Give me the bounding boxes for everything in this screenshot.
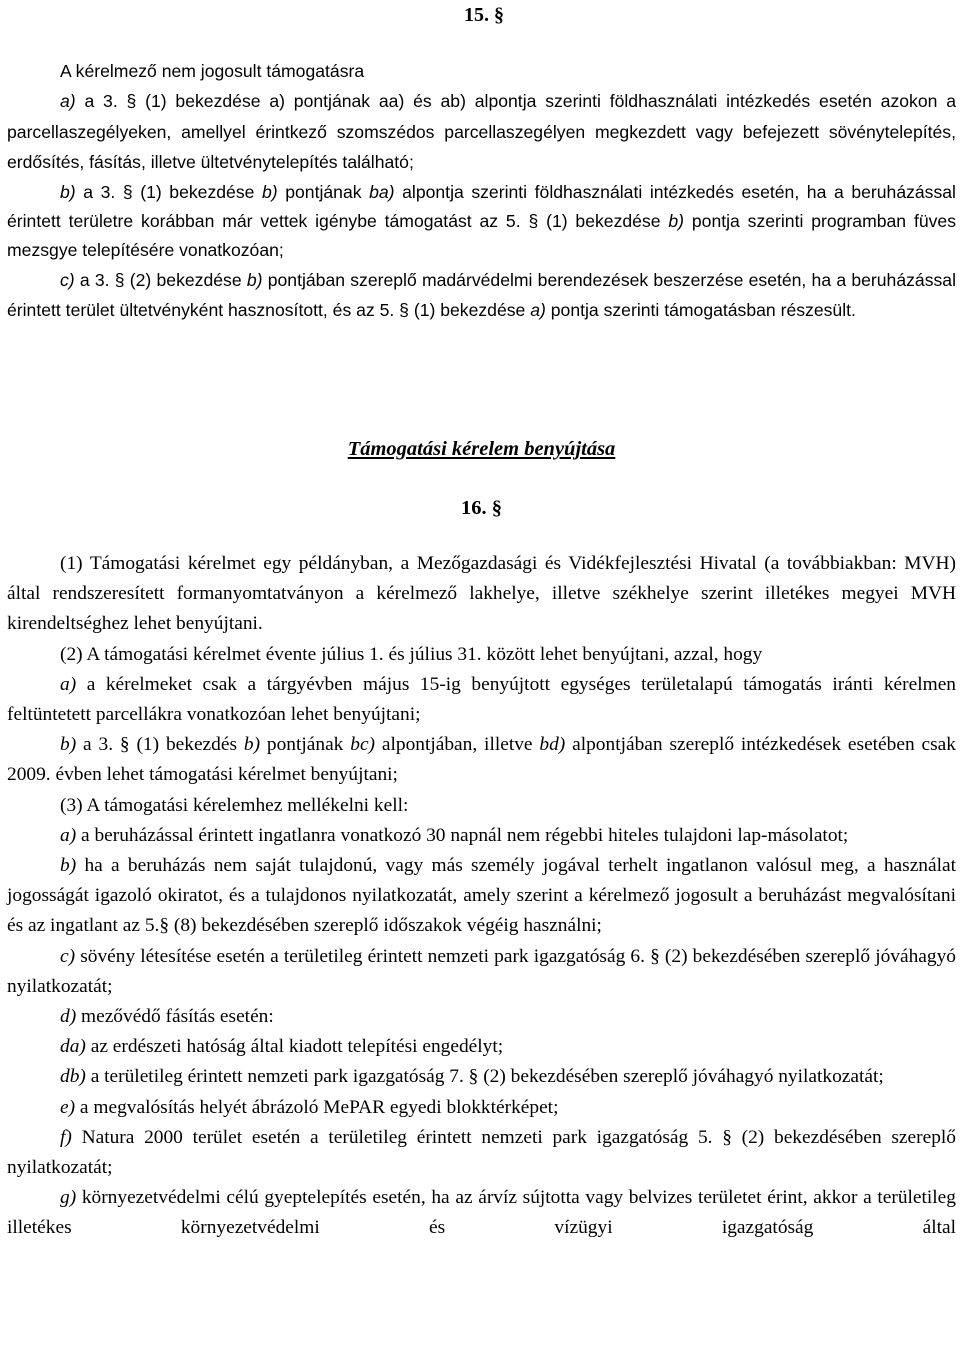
- section-16-body: [7, 549, 956, 1244]
- section-15-body: [7, 56, 956, 325]
- section-16-paragraph-3-b: b) ha a beruházás nem saját tulajdonú, vagy más személy jogával terhelt ingatlanon valósul meg, a használat jogosságát igazoló okiratot, és a tulajdonos nyilatkozatát, amely szerint a kérelmező jogosult a beruházást megvalósítani és az ingatlant az 5.§ (8) bekezdésében szereplő időszakok végéig használni;: [7, 855, 956, 937]
- section-16-paragraph-1: (1) Támogatási kérelmet egy példányban, a Mezőgazdasági és Vidékfejlesztési Hivatal (a továbbiakban: MVH) által rendszeresített formanyomtatványon a kérelmező lakhelye, illetve székhelye szerint illetékes megyei MVH kirendeltséghez lehet benyújtani.: [7, 553, 956, 635]
- section-16-paragraph-3-g: g) környezetvédelmi célú gyeptelepítés esetén, ha az árvíz sújtotta vagy belvizes területet érint, akkor a területileg illetékes környezetvédelmi és vízügyi igazgatóság által: [7, 1187, 956, 1239]
- section-15-point-b: b) a 3. § (1) bekezdése b) pontjának ba) alpontja szerinti földhasználati intézkedés esetén, ha a beruházással érintett területre korábban már vettek igénybe támogatást az 5. § (1) bekezdése b) pontja szerinti programban füves mezsgye telepítésére vonatkozóan;: [7, 181, 956, 260]
- section-16-paragraph-3: (3) A támogatási kérelemhez mellékelni kell:: [60, 794, 409, 816]
- section-16-paragraph-2-a: a) a kérelmeket csak a tárgyévben május 15-ig benyújtott egységes területalapú támogatás iránti kérelmen feltüntetett parcellákra vonatkozóan lehet benyújtani;: [7, 673, 956, 726]
- section-16-paragraph-3-a: a) a beruházással érintett ingatlanra vonatkozó 30 napnál nem régebbi hiteles tulajdoni lap-másolatot;: [60, 824, 849, 846]
- section-16-paragraph-3-d: d) mezővédő fásítás esetén:: [60, 1006, 274, 1028]
- section-15-point-c: c) a 3. § (2) bekezdése b) pontjában szereplő madárvédelmi berendezések beszerzése esetén, ha a beruházással érintett terület ültetvényként hasznosított, és az 5. § (1) bekezdése a) pontja szerinti támogatásban részesült.: [7, 269, 956, 320]
- section-16-paragraph-2: (2) A támogatási kérelmet évente július 1. és július 31. között lehet benyújtani, azzal, hogy: [60, 643, 763, 665]
- section-title: Támogatási kérelem benyújtása: [347, 438, 616, 460]
- section-16-paragraph-3-db: db) a területileg érintett nemzeti park igazgatóság 7. § (2) bekezdésében szereplő jóváhagyó nyilatkozatát;: [60, 1066, 884, 1088]
- section-16-paragraph-3-da: da) az erdészeti hatóság által kiadott telepítési engedélyt;: [60, 1036, 504, 1058]
- section-16-paragraph-2-b: b) a 3. § (1) bekezdés b) pontjának bc) alpontjában, illetve bd) alpontjában szereplő intézkedések esetében csak 2009. évben lehet támogatási kérelmet benyújtani;: [7, 734, 956, 786]
- section-15-intro: A kérelmező nem jogosult támogatásra: [60, 61, 365, 81]
- section-16-paragraph-3-c: c) sövény létesítése esetén a területileg érintett nemzeti park igazgatóság 6. § (2) bekezdésében szereplő jóváhagyó nyilatkozatát;: [7, 945, 956, 997]
- section-16-paragraph-3-f: f) Natura 2000 terület esetén a területileg érintett nemzeti park igazgatóság 5. § (2) bekezdésében szereplő nyilatkozatát;: [7, 1126, 956, 1179]
- section-16-number: 16. §: [461, 497, 502, 519]
- section-15-number: 15. §: [464, 4, 504, 26]
- section-15-point-a: a) a 3. § (1) bekezdése a) pontjának aa) és ab) alpontja szerinti földhasználati intézkedés esetén azokon a parcellaszegélyeken, amellyel érintkező szomszédos parcellaszegélyen megkezdett vagy befejezett sövénytelepítés, erdősítés, fásítás, illetve ültetvénytelepítés található;: [7, 91, 956, 172]
- section-16-paragraph-3-e: e) a megvalósítás helyét ábrázoló MePAR egyedi blokktérképet;: [60, 1096, 559, 1118]
